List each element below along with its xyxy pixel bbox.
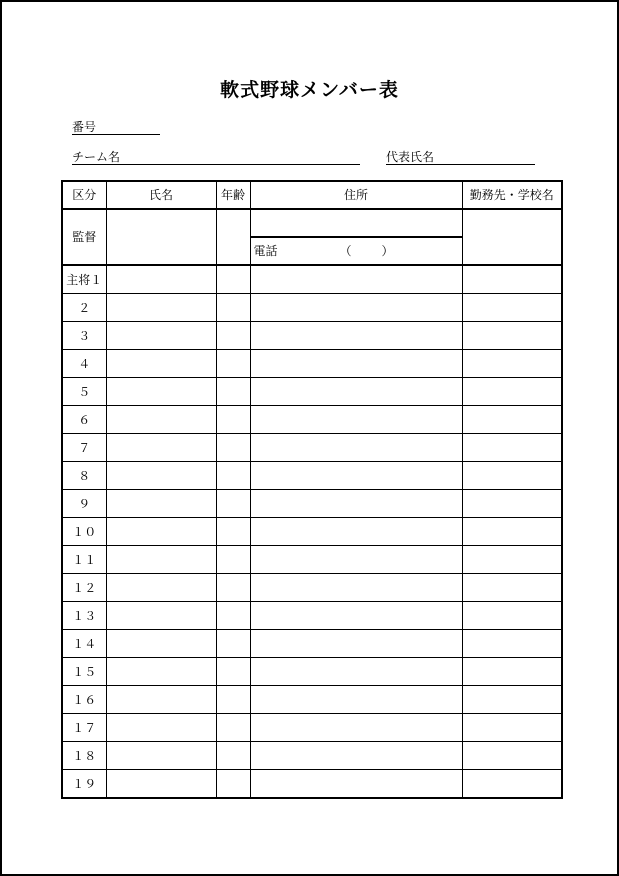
row-name-cell[interactable] [106, 378, 216, 406]
row-address-cell[interactable] [250, 350, 462, 378]
row-division: １５ [62, 658, 106, 686]
table-row [62, 294, 562, 322]
row-address-cell[interactable] [250, 322, 462, 350]
row-address-cell[interactable] [250, 294, 462, 322]
page-title: 軟式野球メンバー表 [220, 79, 399, 101]
table-row [62, 434, 562, 462]
row-name-cell[interactable] [106, 630, 216, 658]
row-division: ７ [62, 434, 106, 462]
row-division: ３ [62, 322, 106, 350]
row-age-cell[interactable] [216, 602, 250, 630]
header-division: 区分 [62, 181, 106, 209]
row-division: １７ [62, 714, 106, 742]
number-label: 番号 [72, 120, 97, 134]
row-workplace-cell[interactable] [462, 490, 562, 518]
row-division: １３ [62, 602, 106, 630]
representative-name-label: 代表氏名 [386, 150, 435, 164]
row-workplace-cell[interactable] [462, 406, 562, 434]
row-division: ２ [62, 294, 106, 322]
row-name-cell[interactable] [106, 574, 216, 602]
row-age-cell[interactable] [216, 658, 250, 686]
row-division: １４ [62, 630, 106, 658]
row-workplace-cell[interactable] [462, 350, 562, 378]
row-workplace-cell[interactable] [462, 770, 562, 799]
row-name-cell[interactable] [106, 294, 216, 322]
row-division: １６ [62, 686, 106, 714]
row-division: ４ [62, 350, 106, 378]
row-name-cell[interactable] [106, 518, 216, 546]
row-age-cell[interactable] [216, 630, 250, 658]
row-address-cell[interactable] [250, 658, 462, 686]
header-workplace: 勤務先・学校名 [462, 181, 562, 209]
row-address-cell[interactable] [250, 518, 462, 546]
table-header-row [62, 181, 562, 209]
row-address-cell[interactable] [250, 378, 462, 406]
row-division: ９ [62, 490, 106, 518]
row-division: １９ [62, 770, 106, 799]
table-row [62, 406, 562, 434]
row-workplace-cell[interactable] [462, 434, 562, 462]
row-name-cell[interactable] [106, 742, 216, 770]
row-age-cell[interactable] [216, 714, 250, 742]
row-workplace-cell[interactable] [462, 602, 562, 630]
row-name-cell[interactable] [106, 714, 216, 742]
row-name-cell[interactable] [106, 602, 216, 630]
phone-close-paren: ） [381, 244, 394, 258]
row-name-cell[interactable] [106, 546, 216, 574]
phone-label: 電話 [253, 244, 278, 258]
table-row [62, 350, 562, 378]
row-age-cell[interactable] [216, 378, 250, 406]
row-address-cell[interactable] [250, 714, 462, 742]
table-row [62, 658, 562, 686]
row-division: １０ [62, 518, 106, 546]
row-age-cell[interactable] [216, 742, 250, 770]
table-row [62, 518, 562, 546]
table-row [62, 322, 562, 350]
team-name-field[interactable] [72, 150, 360, 165]
row-name-cell[interactable] [106, 462, 216, 490]
row-division: ８ [62, 462, 106, 490]
table-row [62, 265, 562, 294]
table-row [62, 546, 562, 574]
row-age-cell[interactable] [216, 350, 250, 378]
row-age-cell[interactable] [216, 546, 250, 574]
row-address-cell[interactable] [250, 265, 462, 294]
table-row [62, 630, 562, 658]
row-division: ６ [62, 406, 106, 434]
phone-open-paren: （ [339, 244, 352, 258]
table-row [62, 602, 562, 630]
row-workplace-cell[interactable] [462, 546, 562, 574]
row-division: １１ [62, 546, 106, 574]
row-workplace-cell[interactable] [462, 574, 562, 602]
row-workplace-cell[interactable] [462, 265, 562, 294]
manager-row [62, 209, 562, 237]
row-workplace-cell[interactable] [462, 462, 562, 490]
manager-address-cell[interactable] [250, 209, 462, 237]
table-row [62, 686, 562, 714]
row-age-cell[interactable] [216, 322, 250, 350]
manager-workplace-cell[interactable] [462, 209, 562, 265]
row-name-cell[interactable] [106, 658, 216, 686]
manager-name-cell[interactable] [106, 209, 216, 265]
table-row [62, 574, 562, 602]
table-row [62, 462, 562, 490]
row-address-cell[interactable] [250, 462, 462, 490]
table-row [62, 714, 562, 742]
row-name-cell[interactable] [106, 490, 216, 518]
row-name-cell[interactable] [106, 406, 216, 434]
row-age-cell[interactable] [216, 490, 250, 518]
row-address-cell[interactable] [250, 630, 462, 658]
table-row [62, 378, 562, 406]
row-division: ５ [62, 378, 106, 406]
row-name-cell[interactable] [106, 350, 216, 378]
manager-label: 監督 [62, 209, 106, 265]
row-age-cell[interactable] [216, 434, 250, 462]
row-division: １８ [62, 742, 106, 770]
row-address-cell[interactable] [250, 406, 462, 434]
header-age: 年齢 [216, 181, 250, 209]
row-name-cell[interactable] [106, 770, 216, 799]
table-row [62, 742, 562, 770]
row-name-cell[interactable] [106, 434, 216, 462]
row-address-cell[interactable] [250, 574, 462, 602]
row-address-cell[interactable] [250, 686, 462, 714]
row-address-cell[interactable] [250, 546, 462, 574]
row-age-cell[interactable] [216, 462, 250, 490]
table-row [62, 490, 562, 518]
row-workplace-cell[interactable] [462, 322, 562, 350]
row-workplace-cell[interactable] [462, 630, 562, 658]
row-name-cell[interactable] [106, 686, 216, 714]
member-table [61, 180, 563, 799]
header-address: 住所 [250, 181, 462, 209]
row-division: 主将１ [62, 265, 106, 294]
row-name-cell[interactable] [106, 265, 216, 294]
manager-age-cell[interactable] [216, 209, 250, 265]
row-workplace-cell[interactable] [462, 686, 562, 714]
row-workplace-cell[interactable] [462, 714, 562, 742]
row-address-cell[interactable] [250, 742, 462, 770]
row-address-cell[interactable] [250, 602, 462, 630]
row-age-cell[interactable] [216, 406, 250, 434]
row-age-cell[interactable] [216, 574, 250, 602]
row-age-cell[interactable] [216, 294, 250, 322]
row-workplace-cell[interactable] [462, 658, 562, 686]
row-workplace-cell[interactable] [462, 742, 562, 770]
row-division: １２ [62, 574, 106, 602]
team-name-label: チーム名 [72, 150, 121, 164]
manager-phone-cell[interactable] [250, 237, 462, 265]
number-field[interactable] [72, 120, 160, 135]
row-address-cell[interactable] [250, 770, 462, 799]
row-address-cell[interactable] [250, 434, 462, 462]
row-age-cell[interactable] [216, 518, 250, 546]
row-age-cell[interactable] [216, 770, 250, 799]
row-age-cell[interactable] [216, 265, 250, 294]
table-row [62, 770, 562, 799]
header-name: 氏名 [106, 181, 216, 209]
row-workplace-cell[interactable] [462, 294, 562, 322]
row-name-cell[interactable] [106, 322, 216, 350]
representative-name-field[interactable] [386, 150, 535, 165]
row-workplace-cell[interactable] [462, 378, 562, 406]
row-workplace-cell[interactable] [462, 518, 562, 546]
row-age-cell[interactable] [216, 686, 250, 714]
row-address-cell[interactable] [250, 490, 462, 518]
